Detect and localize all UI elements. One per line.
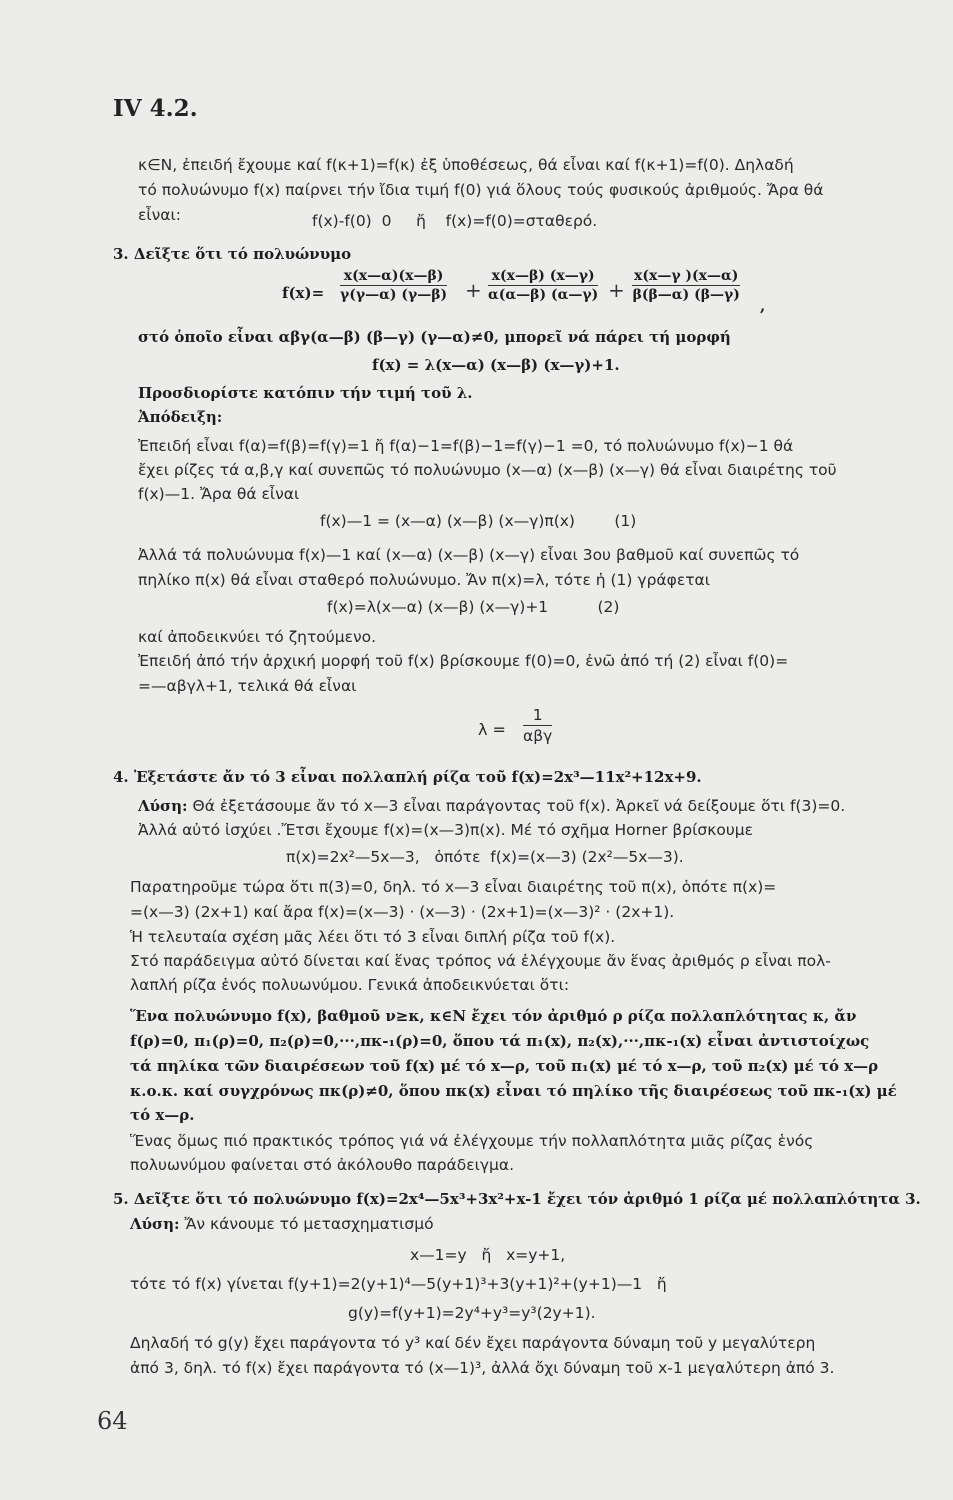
fraction-term-3 [632, 268, 740, 303]
proof-line-1: Ἐπειδή εἶναι f(α)=f(β)=f(γ)=1 ἤ f(α)−1=f(β)−1=f(γ)−1 =0, τό πολυώνυμο f(x)−1 θά [138, 437, 794, 455]
page-number: 64 [97, 1407, 128, 1435]
ex4-line-7: Στό παράδειγμα αὐτό δίνεται καί ἕνας τρόπος νά ἐλέγχουμε ἄν ἕνας ἀριθμός ρ εἶναι πολ- [130, 952, 831, 970]
ex4-solution-label: Λύση: [138, 797, 188, 815]
comma: , [760, 297, 766, 315]
ex5-line-4: ἀπό 3, δηλ. τό f(x) ἔχει παράγοντα τό (x—1)³, ἀλλά ὄχι δύναμη τοῦ x-1 μεγαλύτερη ἀπό 3. [130, 1359, 835, 1377]
lambda-fraction [523, 706, 552, 745]
fraction-term-2 [488, 268, 598, 303]
exercise-4-title: 4. Ἐξετάστε ἄν τό 3 εἶναι πολλαπλή ρίζα τοῦ f(x)=2x³—11x²+12x+9. [113, 768, 702, 786]
equation-1: f(x)—1 = (x—α) (x—β) (x—γ)π(x) (1) [320, 512, 637, 530]
ex5-line-2: τότε τό f(x) γίνεται f(y+1)=2(y+1)⁴—5(y+1)³+3(y+1)²+(y+1)—1 ἤ [130, 1275, 667, 1293]
condition-line: στό ὁποῖο εἶναι αβγ(α—β) (β—γ) (γ—α)≠0, μπορεῖ νά πάρει τή μορφή [138, 328, 731, 346]
ex5-solution-text-1: Ἄν κάνουμε τό μετασχηματισμό [179, 1215, 434, 1233]
ex4-solution-line-1 [138, 796, 845, 815]
ex4-solution-text-1: Θά ἐξετάσουμε ἄν τό x—3 εἶναι παράγοντας τοῦ f(x). Ἀρκεῖ νά δείξουμε ὅτι f(3)=0. [187, 797, 846, 815]
ex5-solution-line-1 [130, 1214, 434, 1233]
section-header: IV 4.2. [113, 95, 198, 122]
exercise-5-title: 5. Δεῖξτε ὅτι τό πολυώνυμο f(x)=2x⁴—5x³+3x²+x-1 ἔχει τόν ἀριθμό 1 ρίζα μέ πολλαπλότητα 3. [113, 1190, 921, 1208]
theorem-line-2: f(ρ)=0, π₁(ρ)=0, π₂(ρ)=0,···,πκ-₁(ρ)=0, ὅπου τά π₁(x), π₂(x),···,πκ-₁(x) εἶναι ἀντιστοίχως [130, 1032, 870, 1050]
ex4-line-4: Παρατηροῦμε τώρα ὅτι π(3)=0, δηλ. τό x—3 εἶναι διαιρέτης τοῦ π(x), ὁπότε π(x)= [130, 878, 777, 896]
fraction-1-numerator: x(x—α)(x—β) [340, 268, 447, 286]
exercise-3-title: 3. Δεῖξτε ὅτι τό πολυώνυμο [113, 245, 352, 263]
equation-2: f(x)=λ(x—α) (x—β) (x—γ)+1 (2) [327, 598, 620, 616]
lambda-numerator: 1 [523, 706, 552, 726]
ex4-line-6: Ἡ τελευταία σχέση μᾶς λέει ὅτι τό 3 εἶναι διπλή ρίζα τοῦ f(x). [130, 928, 616, 946]
fraction-1-denominator: γ(γ—α) (γ—β) [340, 287, 448, 303]
proof-line-8: =—αβγλ+1, τελικά θά εἶναι [138, 677, 357, 695]
proof-line-2: ἔχει ρίζες τά α,β,γ καί συνεπῶς τό πολυώνυμο (x—α) (x—β) (x—γ) θά εἶναι διαιρέτης τοῦ [138, 461, 837, 479]
plus-sign-1: + [465, 278, 482, 302]
fx-label: f(x)= [282, 284, 325, 302]
ex4-line-8: λαπλή ρίζα ἑνός πολυωνύμου. Γενικά ἀποδεικνύεται ὅτι: [130, 976, 570, 994]
lambda-denominator: αβγ [523, 727, 553, 745]
proof-line-5: πηλίκο π(x) θά εἶναι σταθερό πολυώνυμο. Ἄν π(x)=λ, τότε ἡ (1) γράφεται [138, 571, 711, 589]
theorem-line-3: τά πηλίκα τῶν διαιρέσεων τοῦ f(x) μέ τό x—ρ, τοῦ π₁(x) μέ τό x—ρ, τοῦ π₂(x) μέ τό x—ρ [130, 1057, 879, 1075]
proof-label: Ἀπόδειξη: [138, 408, 223, 426]
ex4-equation: π(x)=2x²—5x—3, ὁπότε f(x)=(x—3) (2x²—5x—3). [286, 848, 684, 866]
fraction-3-denominator: β(β—α) (β—γ) [632, 287, 740, 303]
proof-line-7: Ἐπειδή ἀπό τήν ἀρχική μορφή τοῦ f(x) βρίσκουμε f(0)=0, ἐνῶ ἀπό τή (2) εἶναι f(0)= [138, 652, 789, 670]
fraction-2-numerator: x(x—β) (x—γ) [488, 268, 598, 286]
intro-line-2: τό πολυώνυμο f(x) παίρνει τήν ἴδια τιμή f(0) γιά ὅλους τούς φυσικούς ἀριθμούς. Ἄρα θά [138, 181, 824, 199]
ex4-line-9: Ἕνας ὅμως πιό πρακτικός τρόπος γιά νά ἐλέγχουμε τήν πολλαπλότητα μιᾶς ρίζας ἑνός [130, 1132, 814, 1150]
fraction-3-numerator: x(x—γ )(x—α) [634, 268, 739, 284]
theorem-line-5: τό x—ρ. [130, 1106, 195, 1124]
ex5-equation-1: x—1=y ἤ x=y+1, [410, 1246, 566, 1264]
fraction-2-denominator: α(α—β) (α—γ) [488, 287, 599, 303]
plus-sign-2: + [608, 278, 625, 302]
ex4-line-2: Ἀλλά αὐτό ἰσχύει .Ἔτσι ἔχουμε f(x)=(x—3)π(x). Μέ τό σχῆμα Horner βρίσκουμε [138, 821, 754, 839]
target-form: f(x) = λ(x—α) (x—β) (x—γ)+1. [372, 356, 620, 374]
proof-line-3: f(x)—1. Ἄρα θά εἶναι [138, 485, 300, 503]
lambda-label: λ = [478, 720, 506, 739]
ex4-line-5: =(x—3) (2x+1) καί ἄρα f(x)=(x—3) · (x—3) · (2x+1)=(x—3)² · (2x+1). [130, 903, 675, 921]
ex5-solution-label: Λύση: [130, 1215, 180, 1233]
fraction-term-1 [340, 268, 447, 303]
intro-equation: f(x)-f(0) 0 ἤ f(x)=f(0)=σταθερό. [312, 212, 598, 230]
ex5-line-3: Δηλαδή τό g(y) ἔχει παράγοντα τό y³ καί δέν ἔχει παράγοντα δύναμη τοῦ y μεγαλύτερη [130, 1334, 816, 1352]
theorem-line-1: Ἕνα πολυώνυμο f(x), βαθμοῦ ν≥κ, κ∈N ἔχει τόν ἀριθμό ρ ρίζα πολλαπλότητας κ, ἄν [130, 1007, 857, 1025]
determine-lambda: Προσδιορίστε κατόπιν τήν τιμή τοῦ λ. [138, 384, 473, 402]
ex5-equation-2: g(y)=f(y+1)=2y⁴+y³=y³(2y+1). [348, 1304, 596, 1322]
intro-line-1: κ∈N, ἐπειδή ἔχουμε καί f(κ+1)=f(κ) ἐξ ὑποθέσεως, θά εἶναι καί f(κ+1)=f(0). Δηλαδή [138, 156, 794, 174]
proof-line-6: καί ἀποδεικνύει τό ζητούμενο. [138, 628, 377, 646]
intro-line-3: εἶναι: [138, 206, 181, 224]
ex4-line-10: πολυωνύμου φαίνεται στό ἀκόλουθο παράδειγμα. [130, 1156, 515, 1174]
proof-line-4: Ἀλλά τά πολυώνυμα f(x)—1 καί (x—α) (x—β) (x—γ) εἶναι 3ου βαθμοῦ καί συνεπῶς τό [138, 546, 800, 564]
theorem-line-4: κ.ο.κ. καί συγχρόνως πκ(ρ)≠0, ὅπου πκ(x) εἶναι τό πηλίκο τῆς διαιρέσεως τοῦ πκ-₁(x) μέ [130, 1082, 897, 1100]
